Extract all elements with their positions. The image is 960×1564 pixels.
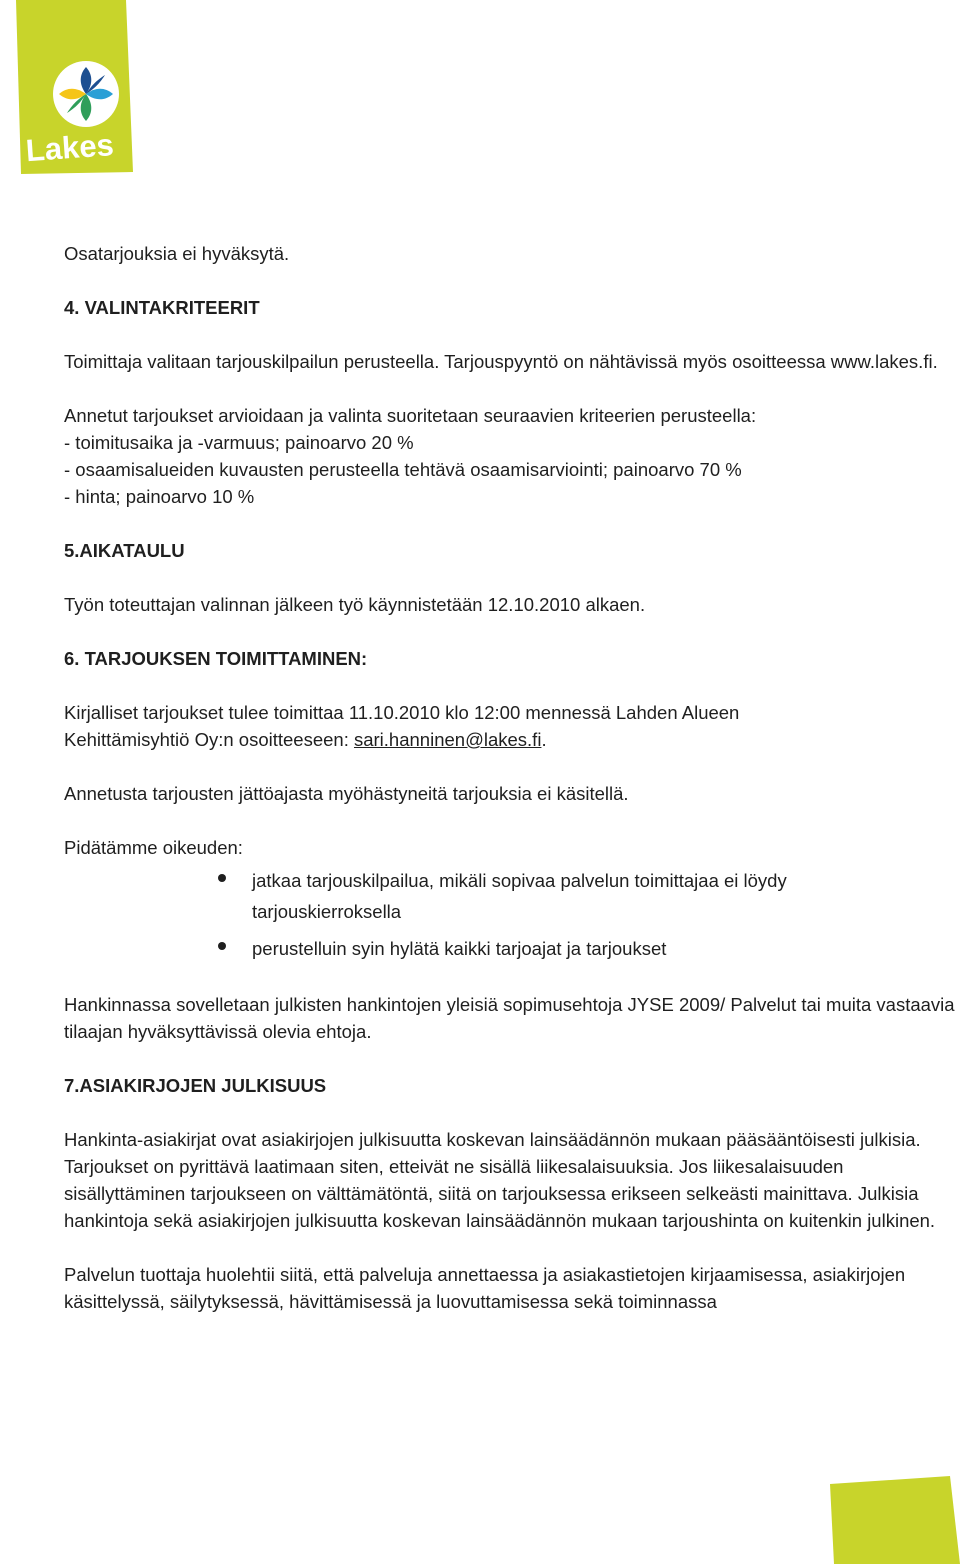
svg-text:Lakes: Lakes	[24, 127, 115, 169]
lakes-logo	[16, 0, 133, 174]
rights-list	[64, 865, 956, 964]
heading-publicity: 7.ASIAKIRJOJEN JULKISUUS	[64, 1075, 327, 1096]
delivery-suffix: .	[541, 729, 547, 750]
provider-text: Palvelun tuottaja huolehtii siitä, että palveluja annettaessa ja asiakastietojen kirjaamisessa, asiakirjojen käsittelyssä, säilytyksessä, hävittämisessä ja luovuttamisessa sekä toiminnassa	[64, 1264, 906, 1312]
subbids-text: Osatarjouksia ei hyväksytä.	[64, 243, 290, 264]
heading-selection-criteria: 4. VALINTAKRITEERIT	[64, 297, 260, 318]
rights-item: jatkaa tarjouskilpailua, mikäli sopivaa palvelun toimittajaa ei löydy tarjouskierroksella	[64, 865, 956, 927]
publicity-text: Hankinta-asiakirjat ovat asiakirjojen julkisuutta koskevan lainsäädännön mukaan pääsääntöisesti julkisia. Tarjoukset on pyrittävä laatimaan siten, etteivät ne sisällä liikesalaisuuksia. Jos liikesalaisuuden sisällyttäminen tarjoukseen on välttämätöntä, siitä on tarjouksessa erikseen selkeästi mainittava. Julkisia hankintoja sekä asiakirjojen julkisuutta koskevan lainsäädännön mukaan tarjoushinta on kuitenkin julkinen.	[64, 1129, 936, 1231]
criteria-item: - hinta; painoarvo 10 %	[64, 486, 255, 507]
corner-decoration	[830, 1476, 960, 1564]
heading-schedule: 5.AIKATAULU	[64, 540, 185, 561]
criteria-item: - toimitusaika ja -varmuus; painoarvo 20 %	[64, 432, 414, 453]
selection-text: Toimittaja valitaan tarjouskilpailun perusteella. Tarjouspyyntö on nähtävissä myös osoitteessa www.lakes.fi.	[64, 351, 938, 372]
late-bids-text: Annetusta tarjousten jättöajasta myöhästyneitä tarjouksia ei käsitellä.	[64, 783, 629, 804]
delivery-text	[64, 699, 956, 753]
heading-delivery: 6. TARJOUKSEN TOIMITTAMINEN:	[64, 648, 368, 669]
document-body	[64, 240, 956, 1315]
jyse-text: Hankinnassa sovelletaan julkisten hankintojen yleisiä sopimusehtoja JYSE 2009/ Palvelut tai muita vastaavia tilaajan hyväksyttävissä olevia ehtoja.	[64, 994, 955, 1042]
criteria-intro: Annetut tarjoukset arvioidaan ja valinta suoritetaan seuraavien kriteerien perusteella:	[64, 405, 757, 426]
delivery-line-2: Kehittämisyhtiö Oy:n osoitteeseen:	[64, 729, 354, 750]
rights-item: perustelluin syin hylätä kaikki tarjoajat ja tarjoukset	[64, 933, 956, 964]
criteria-item: - osaamisalueiden kuvausten perusteella tehtävä osaamisarviointi; painoarvo 70 %	[64, 459, 742, 480]
delivery-line-1: Kirjalliset tarjoukset tulee toimittaa 11.10.2010 klo 12:00 mennessä Lahden Alueen	[64, 702, 740, 723]
email-link[interactable]: sari.hanninen@lakes.fi	[353, 729, 542, 750]
schedule-text: Työn toteuttajan valinnan jälkeen työ käynnistetään 12.10.2010 alkaen.	[64, 594, 646, 615]
rights-intro: Pidätämme oikeuden:	[64, 837, 243, 858]
